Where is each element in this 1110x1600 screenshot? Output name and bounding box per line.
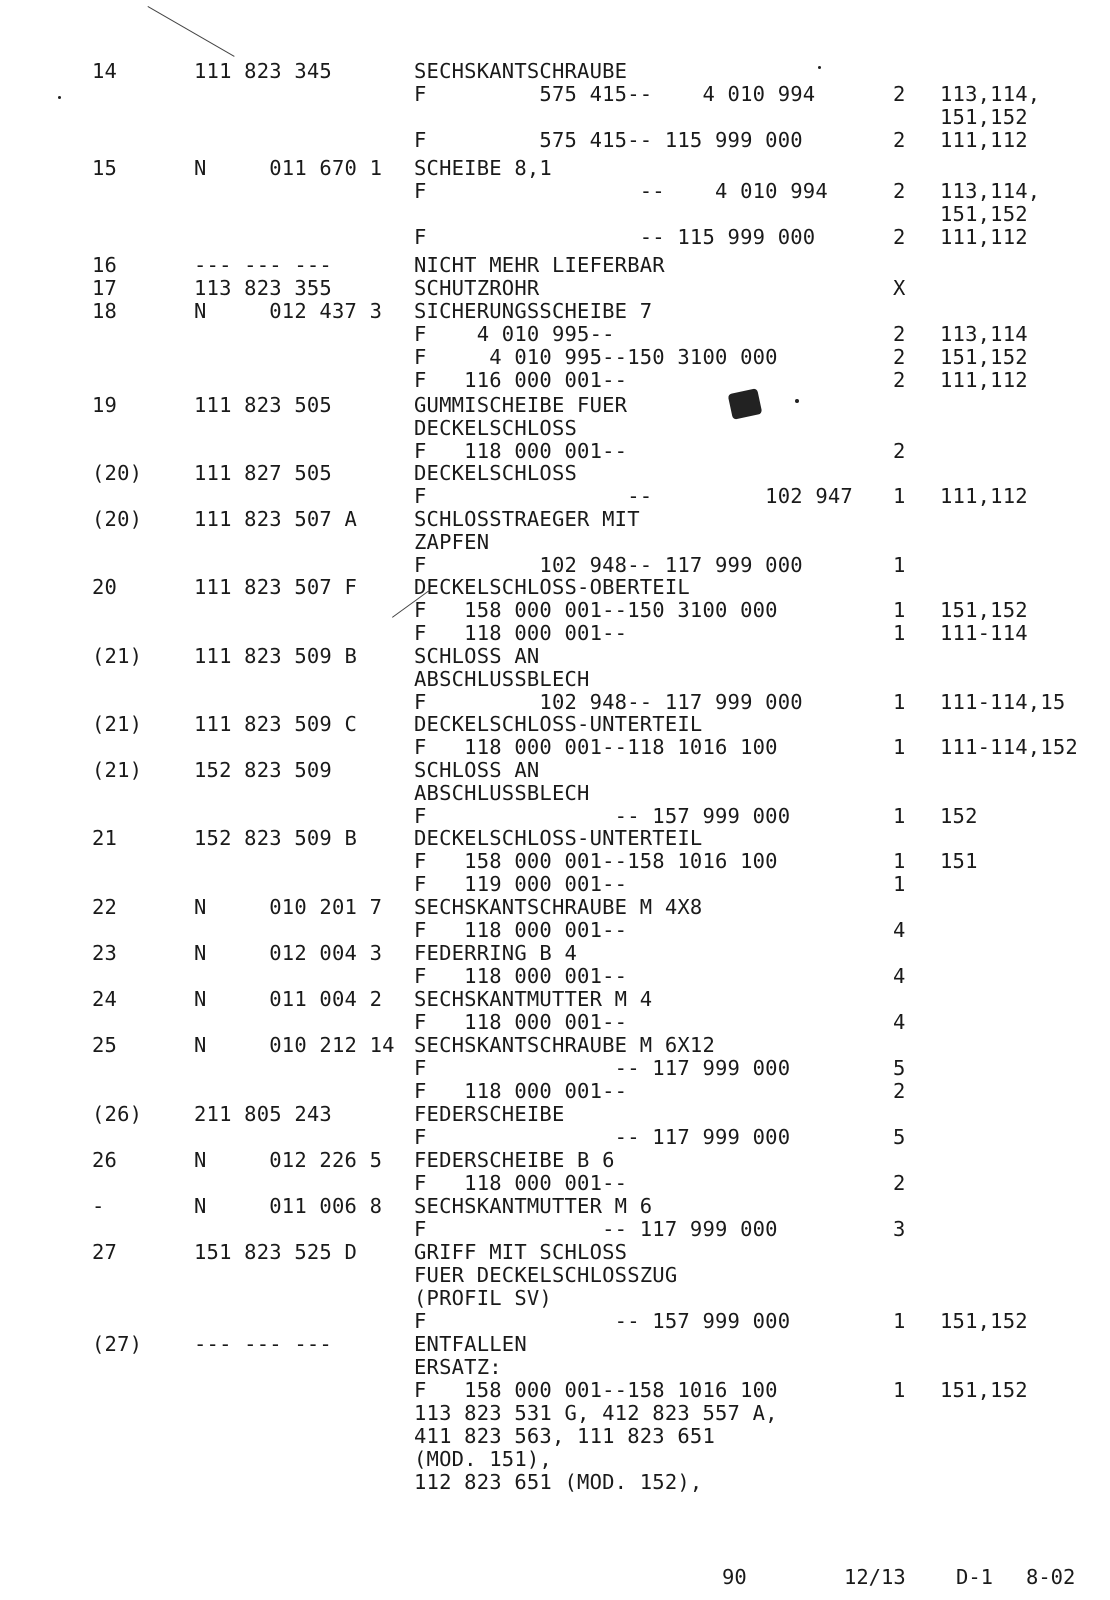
part-description: SCHUTZROHR <box>414 276 540 300</box>
footer-reference: 8-02 <box>1026 1565 1076 1589</box>
part-number: 111 823 509 B <box>194 644 358 668</box>
model-applicability: 111-114,152 <box>940 735 1078 759</box>
quantity: 1 <box>893 849 906 873</box>
detail-line: F -- 157 999 000 <box>414 804 791 828</box>
quantity: 1 <box>893 690 906 714</box>
item-number: (21) <box>92 644 143 668</box>
model-applicability: 151,152 <box>940 1378 1028 1402</box>
item-number: 18 <box>92 299 118 323</box>
part-number: 151 823 525 D <box>194 1240 358 1264</box>
part-description: GRIFF MIT SCHLOSS <box>414 1240 628 1264</box>
detail-line: F -- 117 999 000 <box>414 1125 791 1149</box>
quantity: 4 <box>893 1010 906 1034</box>
item-number: 21 <box>92 826 118 850</box>
detail-line: DECKELSCHLOSS <box>414 416 578 440</box>
part-number: N 012 004 3 <box>194 941 383 965</box>
item-number: 23 <box>92 941 118 965</box>
item-number: 14 <box>92 59 118 83</box>
part-number: N 011 006 8 <box>194 1194 383 1218</box>
part-description: NICHT MEHR LIEFERBAR <box>414 253 665 277</box>
model-applicability: 151,152 <box>940 202 1028 226</box>
detail-line: F 102 948-- 117 999 000 <box>414 690 803 714</box>
detail-line: F -- 157 999 000 <box>414 1309 791 1333</box>
item-number: (27) <box>92 1332 143 1356</box>
detail-line: FUER DECKELSCHLOSSZUG <box>414 1263 678 1287</box>
quantity: 1 <box>893 1309 906 1333</box>
quantity: 2 <box>893 225 906 249</box>
detail-line: (PROFIL SV) <box>414 1286 552 1310</box>
model-applicability: 151,152 <box>940 1309 1028 1333</box>
part-number: N 012 226 5 <box>194 1148 383 1172</box>
detail-line: F 118 000 001-- <box>414 1171 628 1195</box>
detail-line: ABSCHLUSSBLECH <box>414 781 590 805</box>
part-description: ENTFALLEN <box>414 1332 527 1356</box>
detail-line: F 118 000 001--118 1016 100 <box>414 735 778 759</box>
detail-line: F 118 000 001-- <box>414 621 628 645</box>
part-number: 152 823 509 <box>194 758 332 782</box>
model-applicability: 111,112 <box>940 368 1028 392</box>
part-number: N 011 004 2 <box>194 987 383 1011</box>
quantity: 2 <box>893 368 906 392</box>
item-number: (21) <box>92 712 143 736</box>
model-applicability: 152 <box>940 804 978 828</box>
item-number: 17 <box>92 276 118 300</box>
part-description: DECKELSCHLOSS <box>414 461 578 485</box>
detail-line: F 118 000 001-- <box>414 918 628 942</box>
part-description: SCHLOSSTRAEGER MIT <box>414 507 640 531</box>
model-applicability: 151,152 <box>940 345 1028 369</box>
model-applicability: 113,114, <box>940 82 1041 106</box>
detail-line: F 118 000 001-- <box>414 1010 628 1034</box>
model-applicability: 151,152 <box>940 598 1028 622</box>
quantity: 2 <box>893 439 906 463</box>
part-description: DECKELSCHLOSS-UNTERTEIL <box>414 712 703 736</box>
model-applicability: 111-114,15 <box>940 690 1066 714</box>
part-description: SECHSKANTSCHRAUBE <box>414 59 628 83</box>
part-description: SECHSKANTSCHRAUBE M 6X12 <box>414 1033 716 1057</box>
footer-page-number: 90 <box>722 1565 747 1589</box>
part-description: SCHEIBE 8,1 <box>414 156 552 180</box>
item-number: (20) <box>92 507 143 531</box>
item-number: - <box>92 1194 105 1218</box>
detail-line: 113 823 531 G, 412 823 557 A, <box>414 1401 778 1425</box>
detail-line: ZAPFEN <box>414 530 490 554</box>
part-description: SECHSKANTSCHRAUBE M 4X8 <box>414 895 703 919</box>
quantity: 3 <box>893 1217 906 1241</box>
quantity: 4 <box>893 964 906 988</box>
quantity: 2 <box>893 179 906 203</box>
detail-line: F 4 010 995-- <box>414 322 615 346</box>
detail-line: F 118 000 001-- <box>414 439 628 463</box>
quantity: 2 <box>893 128 906 152</box>
part-number: 111 823 505 <box>194 393 332 417</box>
quantity: 1 <box>893 553 906 577</box>
detail-line: F 158 000 001--158 1016 100 <box>414 849 778 873</box>
model-applicability: 151 <box>940 849 978 873</box>
model-applicability: 111-114 <box>940 621 1028 645</box>
part-description: SCHLOSS AN <box>414 644 540 668</box>
item-number: 24 <box>92 987 118 1011</box>
quantity: 1 <box>893 1378 906 1402</box>
part-number: N 012 437 3 <box>194 299 383 323</box>
part-description: SECHSKANTMUTTER M 4 <box>414 987 653 1011</box>
quantity: 2 <box>893 322 906 346</box>
item-number: 25 <box>92 1033 118 1057</box>
detail-line: F -- 117 999 000 <box>414 1056 791 1080</box>
detail-line: F 119 000 001-- <box>414 872 628 896</box>
model-applicability: 111,112 <box>940 225 1028 249</box>
quantity: 1 <box>893 735 906 759</box>
footer-code: D-1 <box>956 1565 994 1589</box>
part-number: 152 823 509 B <box>194 826 358 850</box>
detail-line: 112 823 651 (MOD. 152), <box>414 1470 703 1494</box>
model-applicability: 113,114 <box>940 322 1028 346</box>
item-number: (21) <box>92 758 143 782</box>
item-number: 27 <box>92 1240 118 1264</box>
quantity: 5 <box>893 1125 906 1149</box>
part-number: 113 823 355 <box>194 276 332 300</box>
detail-line: F 4 010 995--150 3100 000 <box>414 345 778 369</box>
item-number: 22 <box>92 895 118 919</box>
scan-speck <box>818 66 821 69</box>
part-description: GUMMISCHEIBE FUER <box>414 393 628 417</box>
part-number: --- --- --- <box>194 1332 332 1356</box>
part-number: 111 823 345 <box>194 59 332 83</box>
part-description: DECKELSCHLOSS-OBERTEIL <box>414 575 690 599</box>
item-number: 16 <box>92 253 118 277</box>
detail-line: F -- 117 999 000 <box>414 1217 778 1241</box>
detail-line: F 102 948-- 117 999 000 <box>414 553 803 577</box>
quantity: 5 <box>893 1056 906 1080</box>
detail-line: ABSCHLUSSBLECH <box>414 667 590 691</box>
detail-line: F 118 000 001-- <box>414 1079 628 1103</box>
part-number: 111 823 507 A <box>194 507 358 531</box>
part-number: --- --- --- <box>194 253 332 277</box>
detail-line: (MOD. 151), <box>414 1447 552 1471</box>
quantity: 1 <box>893 484 906 508</box>
detail-line: ERSATZ: <box>414 1355 502 1379</box>
item-number: 20 <box>92 575 118 599</box>
quantity: 1 <box>893 872 906 896</box>
part-number: 111 823 507 F <box>194 575 358 599</box>
part-number: N 011 670 1 <box>194 156 383 180</box>
part-number: N 010 201 7 <box>194 895 383 919</box>
detail-line: F 575 415-- 115 999 000 <box>414 128 803 152</box>
model-applicability: 111,112 <box>940 128 1028 152</box>
detail-line: F 575 415-- 4 010 994 <box>414 82 816 106</box>
detail-line: F 158 000 001--150 3100 000 <box>414 598 778 622</box>
quantity: 1 <box>893 621 906 645</box>
detail-line: F -- 102 947 <box>414 484 853 508</box>
part-number: 111 823 509 C <box>194 712 358 736</box>
model-applicability: 151,152 <box>940 105 1028 129</box>
detail-line: F -- 115 999 000 <box>414 225 816 249</box>
detail-line: F -- 4 010 994 <box>414 179 828 203</box>
item-number: 19 <box>92 393 118 417</box>
scan-speck <box>58 96 61 99</box>
part-number: N 010 212 14 <box>194 1033 395 1057</box>
quantity: X <box>893 276 906 300</box>
item-number: 26 <box>92 1148 118 1172</box>
scan-speck <box>795 399 799 403</box>
item-number: (20) <box>92 461 143 485</box>
model-applicability: 111,112 <box>940 484 1028 508</box>
detail-line: F 158 000 001--158 1016 100 <box>414 1378 778 1402</box>
item-number: 15 <box>92 156 118 180</box>
quantity: 2 <box>893 345 906 369</box>
quantity: 1 <box>893 598 906 622</box>
quantity: 4 <box>893 918 906 942</box>
item-number: (26) <box>92 1102 143 1126</box>
quantity: 2 <box>893 82 906 106</box>
part-description: SCHLOSS AN <box>414 758 540 782</box>
model-applicability: 113,114, <box>940 179 1041 203</box>
part-description: SECHSKANTMUTTER M 6 <box>414 1194 653 1218</box>
detail-line: F 118 000 001-- <box>414 964 628 988</box>
part-description: FEDERRING B 4 <box>414 941 578 965</box>
part-number: 211 805 243 <box>194 1102 332 1126</box>
quantity: 2 <box>893 1079 906 1103</box>
part-description: FEDERSCHEIBE B 6 <box>414 1148 615 1172</box>
detail-line: F 116 000 001-- <box>414 368 628 392</box>
part-description: SICHERUNGSSCHEIBE 7 <box>414 299 653 323</box>
part-description: FEDERSCHEIBE <box>414 1102 565 1126</box>
footer-date: 12/13 <box>844 1565 906 1589</box>
detail-line: 411 823 563, 111 823 651 <box>414 1424 716 1448</box>
quantity: 2 <box>893 1171 906 1195</box>
part-number: 111 827 505 <box>194 461 332 485</box>
part-description: DECKELSCHLOSS-UNTERTEIL <box>414 826 703 850</box>
quantity: 1 <box>893 804 906 828</box>
